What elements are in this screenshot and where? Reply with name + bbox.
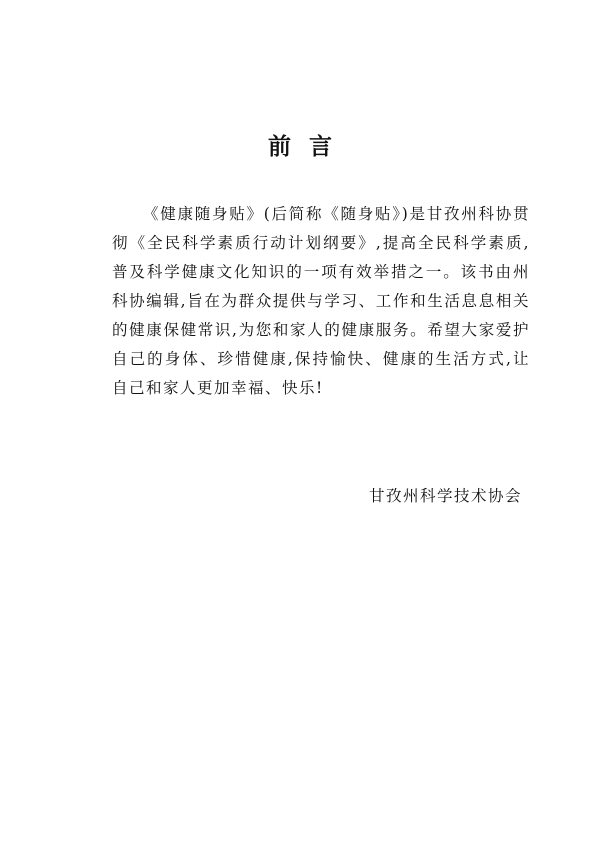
body-paragraph: 《健康随身贴》(后简称《随身贴》)是甘孜州科协贯彻《全民科学素质行动计划纲要》,提高全民科学素质,普及科学健康文化知识的一项有效举措之一。该书由州科协编辑,旨在为群众提供与学习、工作和生活息息相关的健康保健常识,为您和家人的健康服务。希望大家爱护自己的身体、珍惜健康,保持愉快、健康的生活方式,让自己和家人更加幸福、快乐! (112, 205, 530, 397)
signature: 甘孜州科学技术协会 (368, 487, 522, 505)
page-title: 前言 (268, 134, 350, 160)
